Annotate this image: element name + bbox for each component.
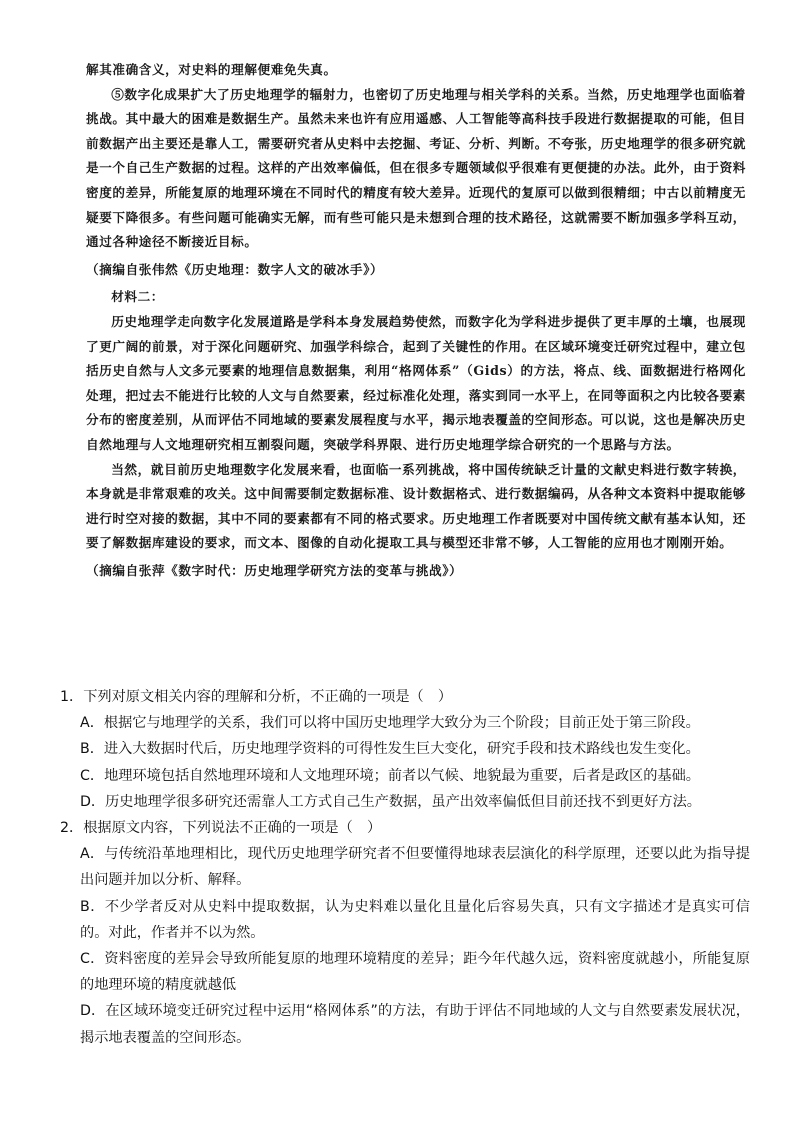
material1-source: （摘编自张伟然《历史地理：数字人文的破冰手》） <box>86 261 384 277</box>
material2-paragraph2: 当然，就目前历史地理数字化发展来看，也面临一系列挑战，将中国传统缺乏计量的文献史料进行数字转换，本身就是非常艰难的攻关。这中间需要制定数据标准、设计数据格式、进行数据编码，从各种文本资料中提取能够进行时空对接的数据，其中不同的要素都有不同的格式要求。历史地理工作者既要对中国传统文献有基本认知，还要了解数据库建设的要求，而文本、图像的自动化提取工具与模型还非常不够，人工智能的应用也才刚刚开始。 <box>86 461 746 551</box>
material2-source: （摘编自张萍《数字时代：历史地理学研究方法的变革与挑战》） <box>86 562 463 578</box>
option-c: C．资料密度的差异会导致所能复原的地理环境精度的差异；距今年代越久远，资料密度就越小，所能复原的地理环境的精度就越低 <box>80 951 750 994</box>
option-b: B．不少学者反对从史料中提取数据，认为史料难以量化且量化后容易失真，只有文字描述才是真实可信的。对此，作者并不以为然。 <box>80 898 750 941</box>
question-list <box>60 684 750 1051</box>
material2-label: 材料二： <box>111 289 164 305</box>
material1-continuation: 解其准确含义，对史料的理解便难免失真。 <box>86 62 337 77</box>
material1-paragraph5: ⑤数字化成果扩大了历史地理学的辐射力，也密切了历史地理与相关学科的关系。当然，历史地理学也面临着挑战。其中最大的困难是数据生产。虽然未来也许有应用遥感、人工智能等高科技手段进行数据提取的可能，但目前数据产出主要还是靠人工，需要研究者从史料中去挖掘、考证、分析、判断。不夸张，历史地理学的很多研究就是一个自己生产数据的过程。这样的产出效率偏低，但在很多专题领域似乎很难有更便捷的办法。此外，由于资料密度的差异，所能复原的地理环境在不同时代的精度有较大差异。近现代的复原可以做到很精细；中古以前精度无疑要下降很多。有些问题可能确实无解，而有些可能只是未想到合理的技术路径，这就需要不断加强多学科互动，通过各种途径不断接近目标。 <box>86 86 746 250</box>
option-d: D．历史地理学很多研究还需靠人工方式自己生产数据，虽产出效率偏低但目前还找不到更好方法。 <box>80 793 701 810</box>
option-a: A．与传统沿革地理相比，现代历史地理学研究者不但要懂得地球表层演化的科学原理，还要以此为指导提出问题并加以分析、解释。 <box>80 846 750 889</box>
reading-material <box>86 58 746 583</box>
option-d: D．在区域环境变迁研究过程中运用“格网体系”的方法，有助于评估不同地域的人文与自然要素发展状况，揭示地表覆盖的空间形态。 <box>80 1003 750 1046</box>
option-b: B．进入大数据时代后，历史地理学资料的可得性发生巨大变化，研究手段和技术路线也发生变化。 <box>80 741 700 758</box>
material2-paragraph1: 历史地理学走向数字化发展道路是学科本身发展趋势使然，而数字化为学科进步提供了更丰厚的土壤，也展现了更广阔的前景，对于深化问题研究、加强学科综合，起到了关键性的作用。在区域环境变迁研究过程中，建立包括历史自然与人文多元要素的地理信息数据集，利用“格网体系”（Gids）的方法，将点、线、面数据进行格网化处理，把过去不能进行比较的人文与自然要素，经过标准化处理，落实到同一水平上，在同等面积之内比较各要素分布的密度差别，从而评估不同地域的要素发展程度与水平，揭示地表覆盖的空间形态。可以说，这也是解决历史自然地理与人文地理研究相互割裂问题，突破学科界限、进行历史地理学综合研究的一个思路与方法。 <box>86 313 746 452</box>
question-2 <box>60 815 750 1051</box>
option-c: C．地理环境包括自然地理环境和人文地理环境；前者以气候、地貌最为重要，后者是政区的基础。 <box>80 767 700 784</box>
option-a: A．根据它与地理学的关系，我们可以将中国历史地理学大致分为三个阶段；目前正处于第三阶段。 <box>80 715 700 732</box>
question-stem: 1．下列对原文相关内容的理解和分析，不正确的一项是（ ） <box>60 689 453 705</box>
question-1 <box>60 684 750 815</box>
question-stem: 2．根据原文内容，下列说法不正确的一项是（ ） <box>60 820 382 837</box>
